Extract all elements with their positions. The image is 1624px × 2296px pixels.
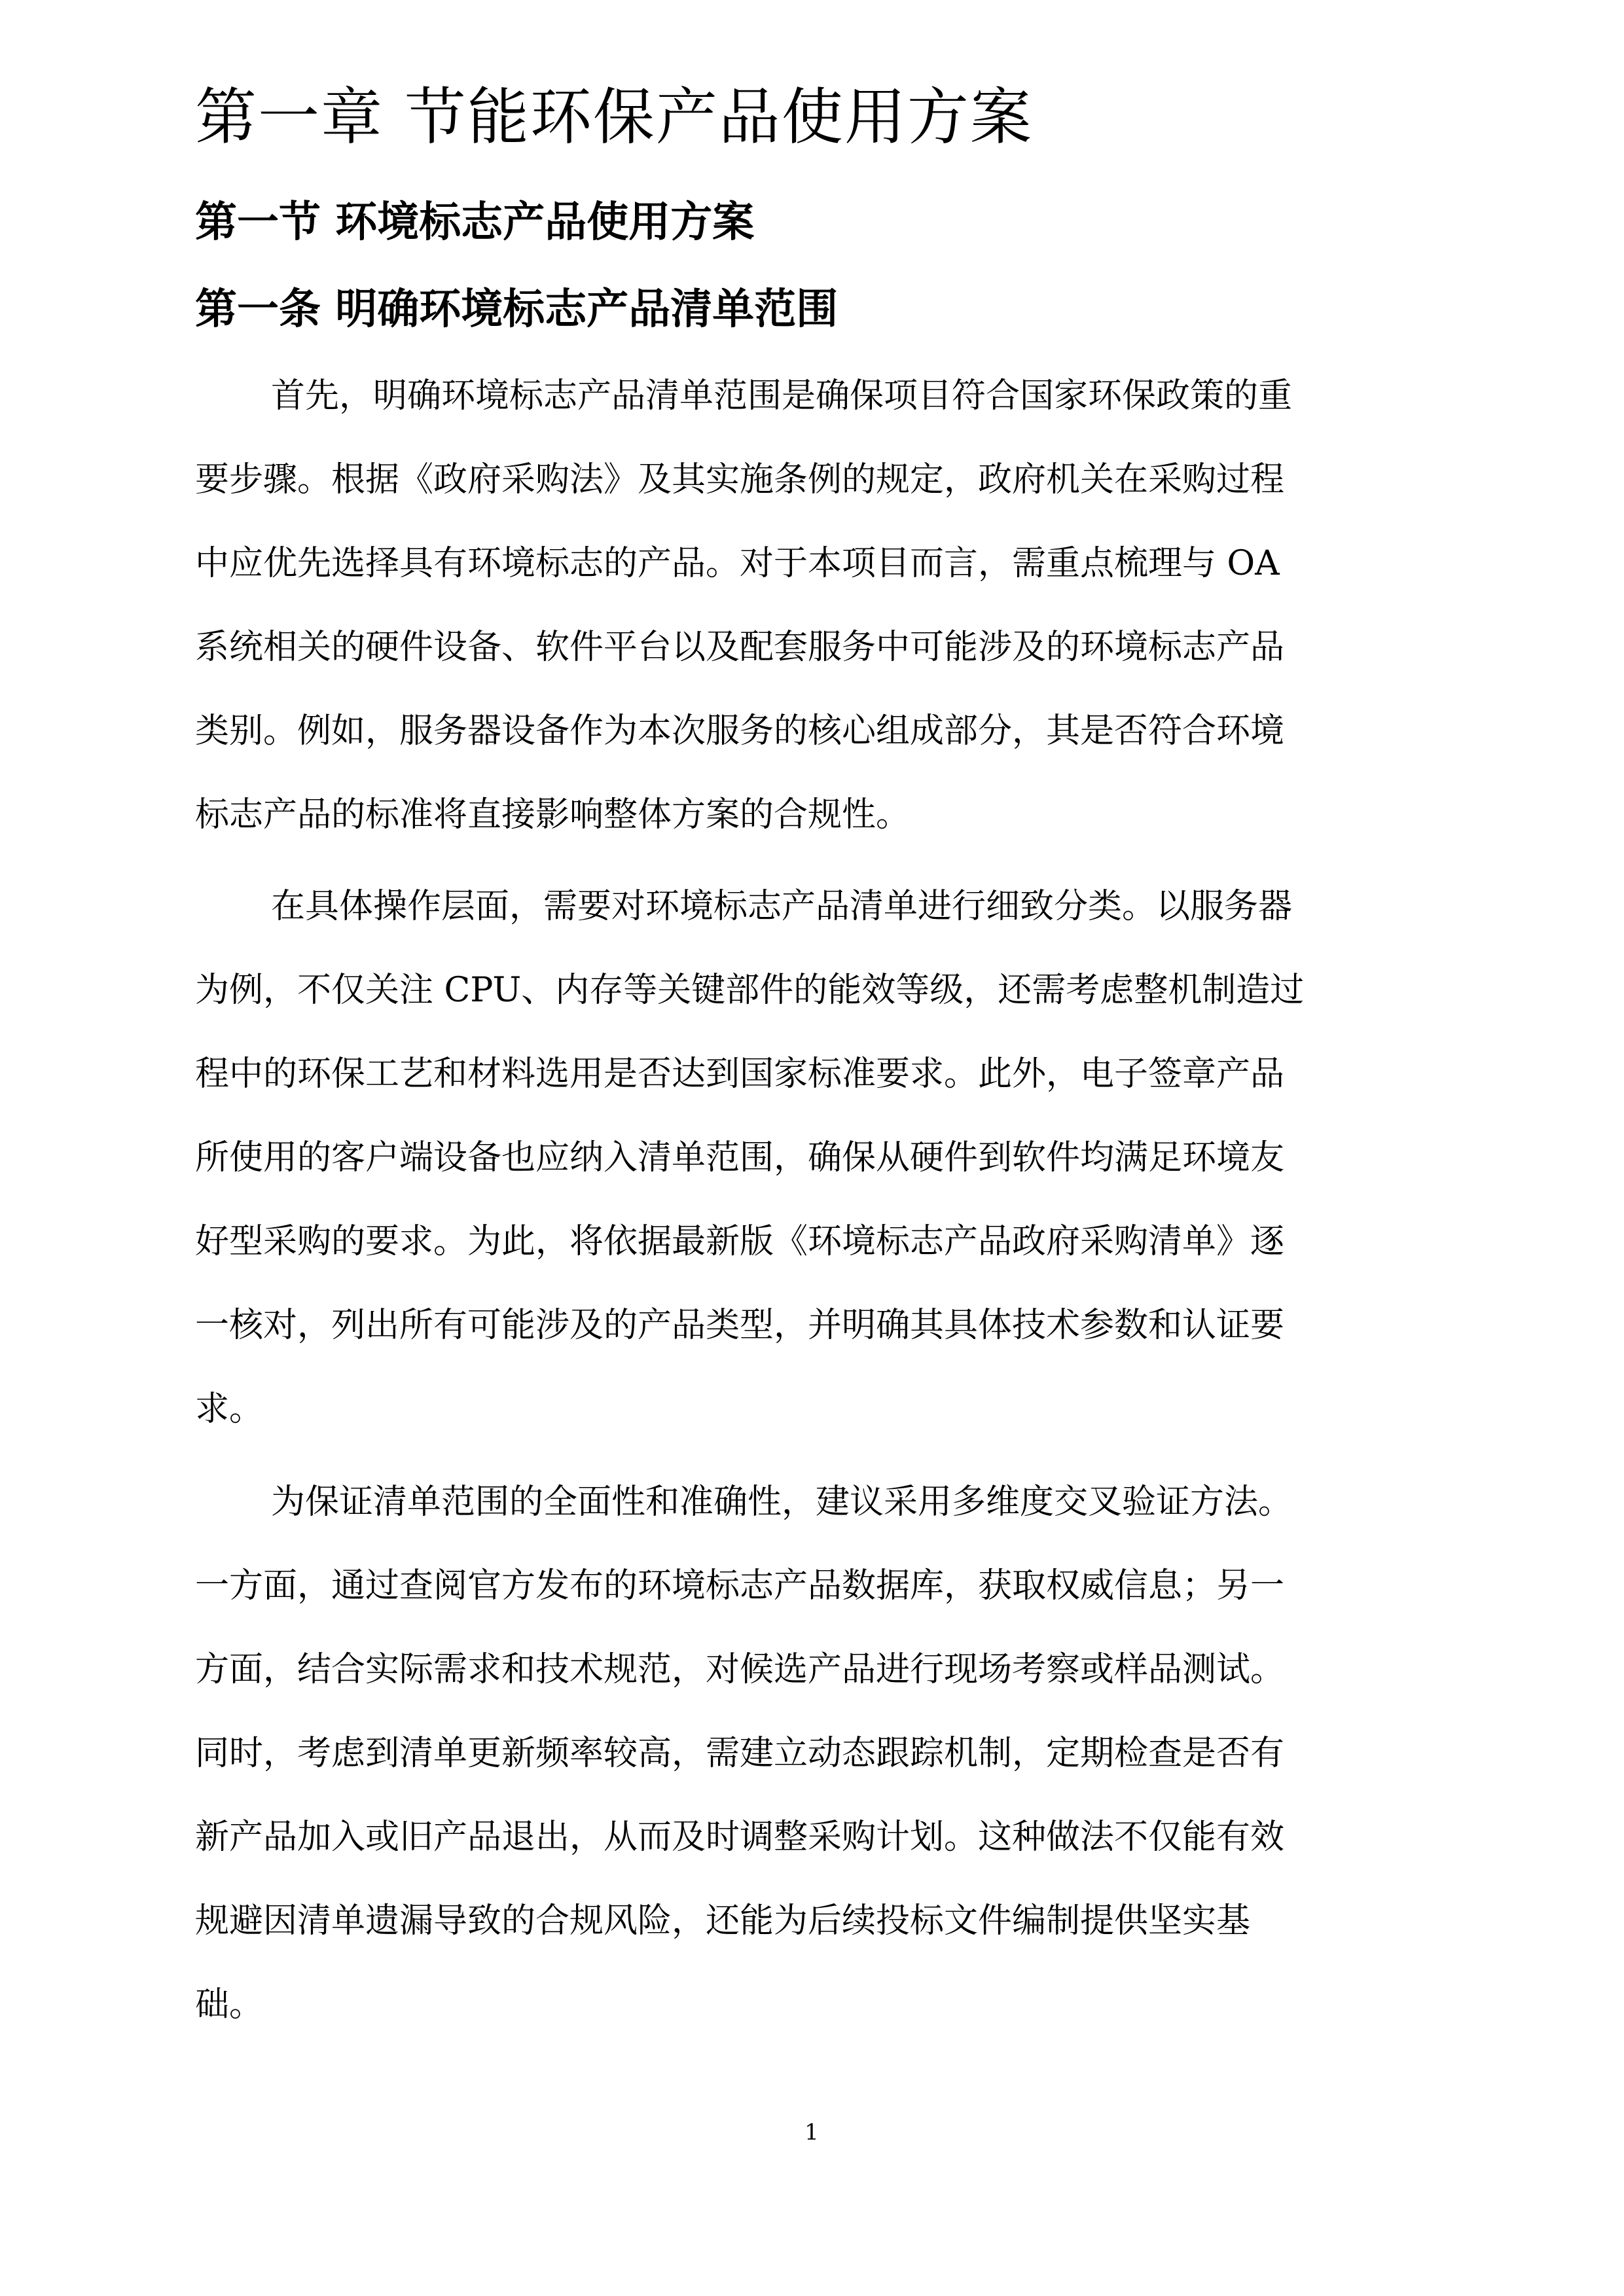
paragraph-line: 方面，结合实际需求和技术规范，对候选产品进行现场考察或样品测试。 [195,1650,1285,1689]
paragraph-line: 标志产品的标准将直接影响整体方案的合规性。 [195,795,911,834]
paragraph-line: 为保证清单范围的全面性和准确性，建议采用多维度交叉验证方法。 [271,1482,1293,1522]
paragraph-line: 同时，考虑到清单更新频率较高，需建立动态跟踪机制，定期检查是否有 [195,1734,1285,1773]
paragraph-line: 好型采购的要求。为此，将依据最新版《环境标志产品政府采购清单》逐 [195,1222,1285,1261]
paragraph-line: 一方面，通过查阅官方发布的环境标志产品数据库，获取权威信息；另一 [195,1566,1285,1605]
paragraph-line: 程中的环保工艺和材料选用是否达到国家标准要求。此外，电子签章产品 [195,1054,1285,1094]
page-number: 1 [804,2119,819,2145]
paragraph-line: 在具体操作层面，需要对环境标志产品清单进行细致分类。以服务器 [271,887,1293,926]
paragraph-line: 新产品加入或旧产品退出，从而及时调整采购计划。这种做法不仅能有效 [195,1818,1285,1857]
paragraph-line: 类别。例如，服务器设备作为本次服务的核心组成部分，其是否符合环境 [195,711,1285,751]
paragraph-line: 一核对，列出所有可能涉及的产品类型，并明确其具体技术参数和认证要 [195,1306,1285,1345]
paragraph-line: 系统相关的硬件设备、软件平台以及配套服务中可能涉及的环境标志产品 [195,628,1285,667]
section-title: 第一节 环境标志产品使用方案 [195,198,755,247]
paragraph-line: 要步骤。根据《政府采购法》及其实施条例的规定，政府机关在采购过程 [195,460,1285,499]
paragraph-line: 为例，不仅关注 CPU、内存等关键部件的能效等级，还需考虑整机制造过 [195,971,1305,1010]
chapter-title: 第一章 节能环保产品使用方案 [195,82,1033,153]
paragraph-line: 所使用的客户端设备也应纳入清单范围，确保从硬件到软件均满足环境友 [195,1138,1285,1177]
paragraph-line: 首先，明确环境标志产品清单范围是确保项目符合国家环保政策的重 [271,376,1293,416]
paragraph-line: 规避因清单遗漏导致的合规风险，还能为后续投标文件编制提供坚实基 [195,1901,1251,1941]
paragraph-line: 求。 [195,1390,264,1429]
paragraph-line: 中应优先选择具有环境标志的产品。对于本项目而言，需重点梳理与 OA [195,544,1280,583]
paragraph-line: 础。 [195,1985,264,2024]
article-title: 第一条 明确环境标志产品清单范围 [195,285,839,334]
